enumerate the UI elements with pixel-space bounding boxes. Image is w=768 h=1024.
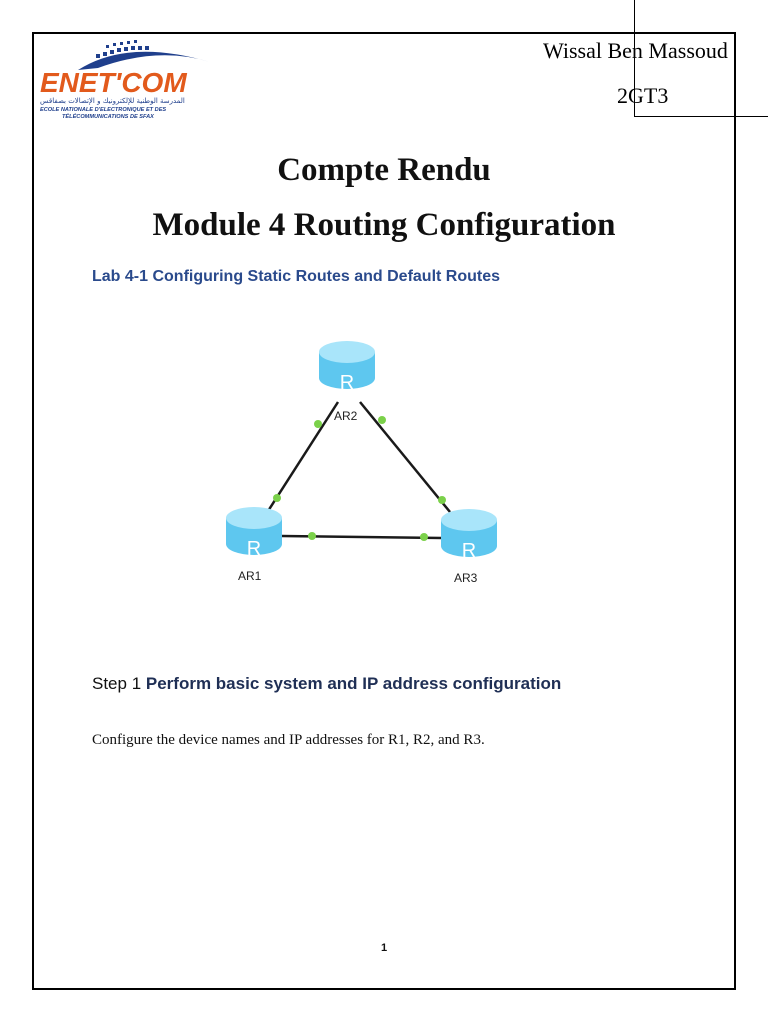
document-subtitle: Module 4 Routing Configuration [152,207,616,243]
router-ar2-icon-letter: R [339,372,355,394]
group-label: 2GT3 [617,83,669,108]
page-number: 1 [380,942,388,954]
logo-french-line-2: TÉLÉCOMMUNICATIONS DE SFAX [62,114,154,120]
router-ar3-icon-letter: R [461,540,477,562]
router-ar1-icon-letter: R [246,538,262,560]
step-title: Perform basic system and IP address configuration [145,674,562,693]
router-ar3-label: AR3 [454,571,478,585]
logo-french-line-1: ECOLE NATIONALE D'ELECTRONIQUE ET DES [40,107,167,113]
link-ar1-ar3 [282,536,442,538]
step-label: Step 1 [92,674,142,693]
step-heading [92,674,561,694]
router-ar1-label: AR1 [238,569,262,583]
logo-arabic-line: المدرسة الوطنية للإلكترونيك و الإتصالات بصفاقس [40,97,185,105]
link-ar2-ar3 [360,402,450,512]
author-name: Wissal Ben Massoud [543,38,728,63]
network-topology [210,330,520,600]
step-description: Configure the device names and IP addresses for R1, R2, and R3. [92,732,485,748]
document-title: Compte Rendu [277,152,491,188]
lab-heading: Lab 4-1 Configuring Static Routes and Default Routes [92,268,501,285]
port-dots [273,416,446,541]
link-ar1-ar2 [261,402,338,522]
enetcom-logo [38,40,218,122]
logo-brand: ENET'COM [40,67,187,98]
router-ar2 [319,341,375,394]
router-ar3 [441,509,497,562]
router-ar1 [226,507,282,560]
router-ar2-label: AR2 [334,409,358,423]
